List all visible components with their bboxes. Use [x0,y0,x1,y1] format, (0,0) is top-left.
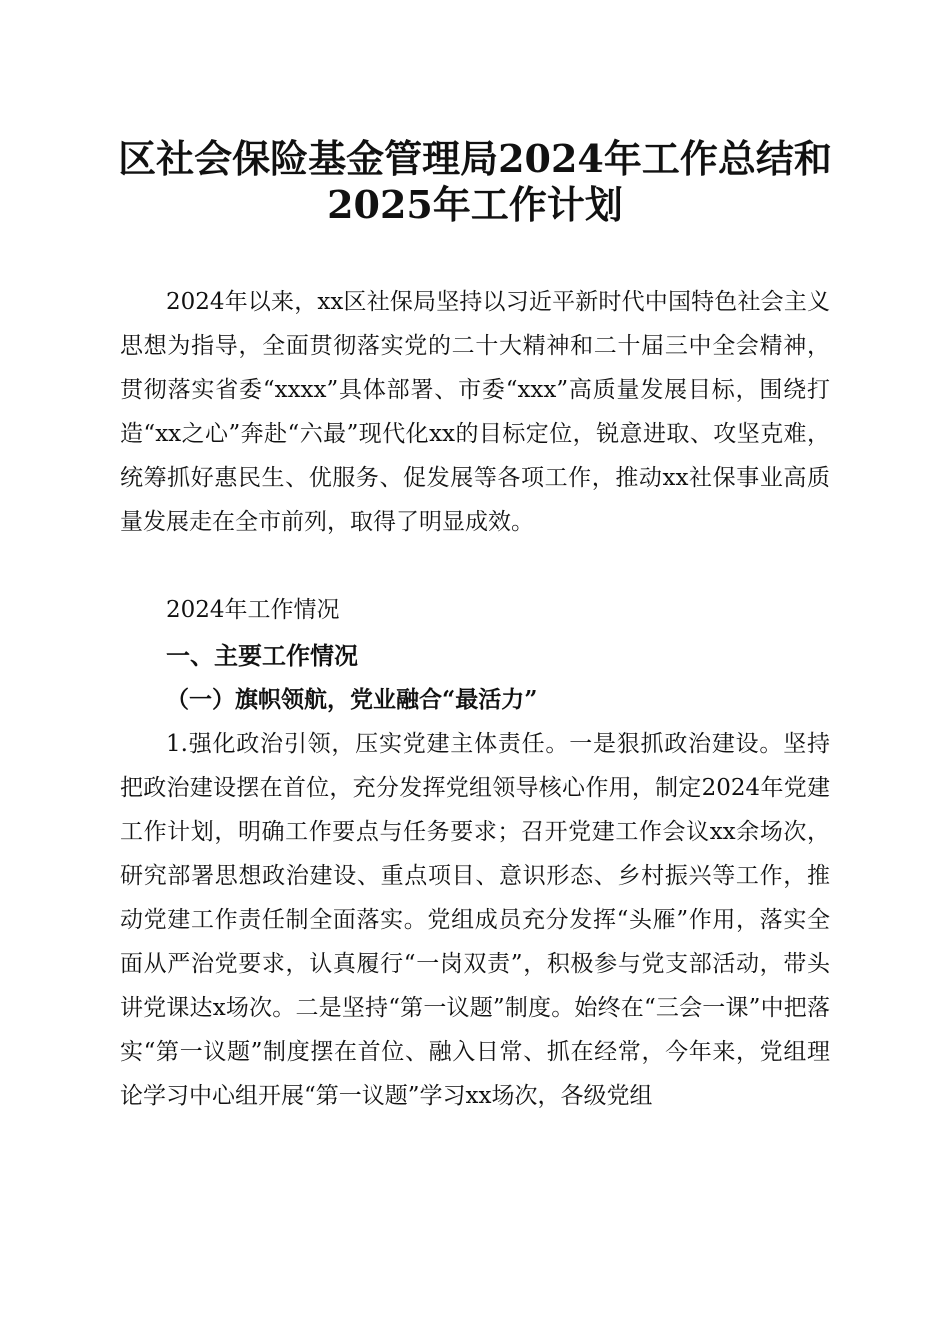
subheading-party-leadership: （一）旗帜领航，党业融合“最活力” [166,686,538,713]
document-title-line2: 2025年工作计划 [327,182,623,227]
document-title-line1: 区社会保险基金管理局2024年工作总结和 [118,136,832,181]
section-label: 2024年工作情况 [166,597,340,623]
paragraph-political-leadership: 1.强化政治引领，压实党建主体责任。一是狠抓政治建设。坚持把政治建设摆在首位，充分发挥党组领导核心作用，制定2024年党建工作计划，明确工作要点与任务要求；召开党建工作会议xx余场次，研究部署思想政治建设、重点项目、意识形态、乡村振兴等工作，推动党建工作责任制全面落实。党组成员充分发挥“头雁”作用，落实全面从严治党要求，认真履行“一岗双责”，积极参与党支部活动，带头讲党课达x场次。二是坚持“第一议题”制度。始终在“三会一课”中把落实“第一议题”制度摆在首位、融入日常、抓在经常，今年来，党组理论学习中心组开展“第一议题”学习xx场次，各级党组 [120,731,830,1109]
intro-paragraph: 2024年以来，xx区社保局坚持以习近平新时代中国特色社会主义思想为指导，全面贯彻落实党的二十大精神和二十届三中全会精神，贯彻落实省委“xxxx”具体部署、市委“xxx”高质量发展目标，围绕打造“xx之心”奔赴“六最”现代化xx的目标定位，锐意进取、攻坚克难，统筹抓好惠民生、优服务、促发展等各项工作，推动xx社保事业高质量发展走在全市前列，取得了明显成效。 [120,289,830,535]
heading-main-work: 一、主要工作情况 [166,642,358,670]
